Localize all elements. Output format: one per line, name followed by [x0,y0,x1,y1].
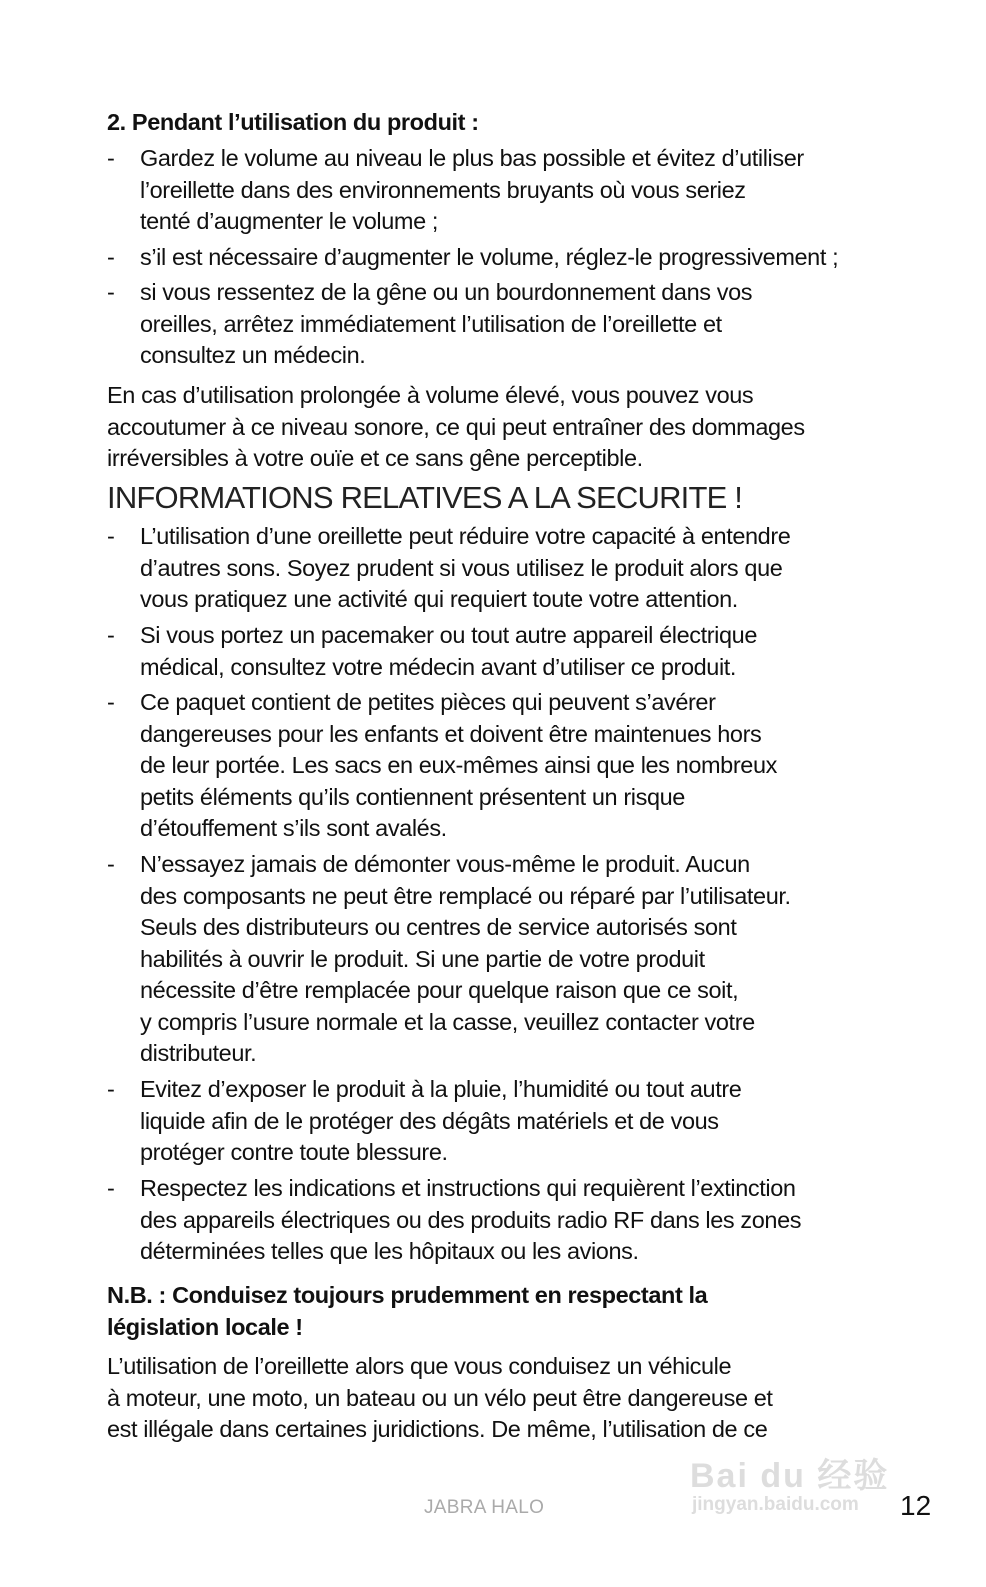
bullet-dash: - [107,145,115,171]
text-line: Evitez d’exposer le produit à la pluie, l’humidité ou tout autre [140,1076,742,1102]
text-line: habilités à ouvrir le produit. Si une partie de votre produit [140,945,705,972]
text-line: s’il est nécessaire d’augmenter le volume, réglez-le progressivement ; [140,244,839,270]
text-line: consultez un médecin. [140,342,366,368]
text-line: petits éléments qu’ils contiennent présentent un risque [140,783,685,810]
bullet-dash: - [107,1076,115,1102]
text-line: d’autres sons. Soyez prudent si vous utilisez le produit alors que [140,554,783,581]
list-item-text [140,521,790,616]
text-line: dangereuses pour les enfants et doivent être maintenues hors [140,720,762,747]
list-item [107,277,752,372]
list-item-text [140,277,752,372]
list-item-text [140,687,777,845]
page-number: 12 [900,1490,932,1521]
text-line: oreilles, arrêtez immédiatement l’utilisation de l’oreillette et [140,310,722,337]
footer-brand: JABRA HALO [424,1497,545,1518]
bullet-dash: - [107,1175,115,1201]
list-item [107,687,777,845]
text-line: irréversibles à votre ouïe et ce sans gêne perceptible. [107,445,643,471]
list-item-text [140,242,838,274]
bullet-dash: - [107,622,115,648]
text-line: accoutumer à ce niveau sonore, ce qui peut entraîner des dommages [107,413,805,440]
text-line: y compris l’usure normale et la casse, veuillez contacter votre [140,1008,755,1035]
list-item [107,1074,741,1169]
text-line: d’étouffement s’ils sont avalés. [140,815,447,841]
list-item [107,849,791,1070]
baidu-watermark [690,1448,890,1515]
paragraph [107,380,805,475]
text-line: médical, consultez votre médecin avant d’utiliser ce produit. [140,653,737,680]
text-line: de leur portée. Les sacs en eux-mêmes ainsi que les nombreux [140,752,777,778]
text-line: des composants ne peut être remplacé ou réparé par l’utilisateur. [140,882,791,909]
list-item-text [140,1173,801,1268]
paragraph [107,1351,773,1446]
text-line: déterminées telles que les hôpitaux ou les avions. [140,1238,639,1264]
bullet-dash: - [107,689,115,715]
list-item-text [140,1074,741,1169]
text-line: Si vous portez un pacemaker ou tout autre appareil électrique [140,622,758,648]
text-line: Seuls des distributeurs ou centres de service autorisés sont [140,914,737,940]
text-line: à moteur, une moto, un bateau ou un vélo peut être dangereuse et [107,1384,773,1411]
list-item-text [140,620,757,683]
text-line: l’oreillette dans des environnements bruyants où vous seriez [140,176,746,203]
text-line: Gardez le volume au niveau le plus bas possible et évitez d’utiliser [140,145,804,171]
list-item [107,143,804,238]
text-line: si vous ressentez de la gêne ou un bourdonnement dans vos [140,279,753,305]
section-heading: 2. Pendant l’utilisation du produit : [107,109,479,135]
list-item [107,1173,801,1268]
text-line: nécessite d’être remplacée pour quelque raison que ce soit, [140,977,739,1003]
bullet-dash: - [107,523,115,549]
text-line: L’utilisation d’une oreillette peut réduire votre capacité à entendre [140,523,791,549]
text-line: Ce paquet contient de petites pièces qui peuvent s’avérer [140,689,716,715]
bullet-dash: - [107,279,115,305]
text-line: tenté d’augmenter le volume ; [140,208,438,234]
bullet-dash: - [107,244,115,270]
text-line: Respectez les indications et instructions qui requièrent l’extinction [140,1175,796,1201]
text-line: des appareils électriques ou des produits radio RF dans les zones [140,1206,802,1233]
list-item-text [140,849,791,1070]
text-line: protéger contre toute blessure. [140,1139,448,1165]
list-item [107,620,757,683]
list-item [107,242,838,274]
text-line: législation locale ! [107,1313,303,1340]
watermark-logo: Bai du 经验 [690,1457,890,1495]
nb-heading [107,1280,707,1343]
text-line: L’utilisation de l’oreillette alors que vous conduisez un véhicule [107,1353,732,1379]
text-line: N’essayez jamais de démonter vous-même le produit. Aucun [140,851,750,877]
safety-heading: INFORMATIONS RELATIVES A LA SECURITE ! [107,480,743,515]
list-item-text [140,143,804,238]
watermark-url: jingyan.baidu.com [692,1494,859,1515]
text-line: liquide afin de le protéger des dégâts matériels et de vous [140,1107,719,1134]
text-line: vous pratiquez une activité qui requiert toute votre attention. [140,586,738,612]
text-line: En cas d’utilisation prolongée à volume élevé, vous pouvez vous [107,382,754,408]
text-line: est illégale dans certaines juridictions. De même, l’utilisation de ce [107,1416,768,1442]
text-line: N.B. : Conduisez toujours prudemment en respectant la [107,1282,708,1308]
text-line: distributeur. [140,1040,257,1066]
bullet-dash: - [107,851,115,877]
list-item [107,521,790,616]
